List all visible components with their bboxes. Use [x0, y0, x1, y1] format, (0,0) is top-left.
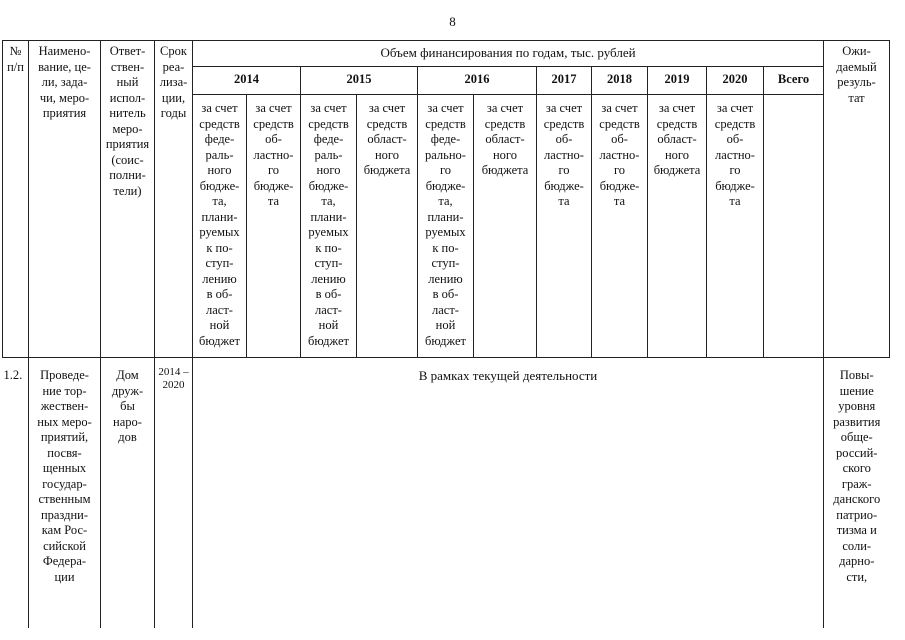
header-num: № п/п [3, 41, 29, 358]
sub-2016-regional: за счет средств област- ного бюджета [474, 95, 537, 358]
header-term: Срок реа- лиза- ции, годы [155, 41, 193, 358]
year-2019: 2019 [648, 67, 707, 95]
sub-2018-regional: за счет средств об- ластно- го бюдже- та [592, 95, 648, 358]
row-funding: В рамках текущей деятельности [193, 358, 824, 628]
row-name: Проведе- ние тор- жествен- ных меро- приятий, посвя- щенных государ- ственным праздни- кам Рос- сийской Федера- ции [29, 358, 101, 628]
sub-2020-regional: за счет средств об- ластно- го бюдже- та [707, 95, 764, 358]
page-number: 8 [449, 14, 456, 29]
row-responsible: Дом друж- бы наро- дов [101, 358, 155, 628]
sub-2014-regional: за счет средств об- ластно- го бюдже- та [247, 95, 301, 358]
header-responsible: Ответ- ствен- ный испол- нитель меро- приятия (соис- полни- тели) [101, 41, 155, 358]
year-2018: 2018 [592, 67, 648, 95]
year-2015: 2015 [301, 67, 418, 95]
row-term: 2014 – 2020 [155, 358, 193, 628]
sub-2016-federal: за счет средств феде- рально- го бюдже- та, плани- руемых к по- ступ- лению в об- ласт- ной бюджет [418, 95, 474, 358]
year-2017: 2017 [537, 67, 592, 95]
header-result: Ожи- даемый резуль- тат [824, 41, 890, 358]
row-result: Повы- шение уровня развития обще- россий- ского граж- данского патрио- тизма и соли- дарно- сти, [824, 358, 890, 628]
year-2014: 2014 [193, 67, 301, 95]
year-2020: 2020 [707, 67, 764, 95]
header-name: Наимено- вание, це- ли, зада- чи, меро- приятия [29, 41, 101, 358]
sub-2017-regional: за счет средств об- ластно- го бюдже- та [537, 95, 592, 358]
row-num: 1.2. [3, 358, 29, 628]
header-funding: Объем финансирования по годам, тыс. рублей [193, 41, 824, 67]
sub-2019-regional: за счет средств област- ного бюджета [648, 95, 707, 358]
year-total: Всего [764, 67, 824, 95]
sub-total [764, 95, 824, 358]
sub-2015-regional: за счет средств област- ного бюджета [357, 95, 418, 358]
year-2016: 2016 [418, 67, 537, 95]
sub-2015-federal: за счет средств феде- раль- ного бюдже- та, плани- руемых к по- ступ- лению в об- ласт- ной бюджет [301, 95, 357, 358]
sub-2014-federal: за счет средств феде- раль- ного бюдже- та, плани- руемых к по- ступ- лению в об- ласт- ной бюджет [193, 95, 247, 358]
financing-table [2, 40, 890, 628]
